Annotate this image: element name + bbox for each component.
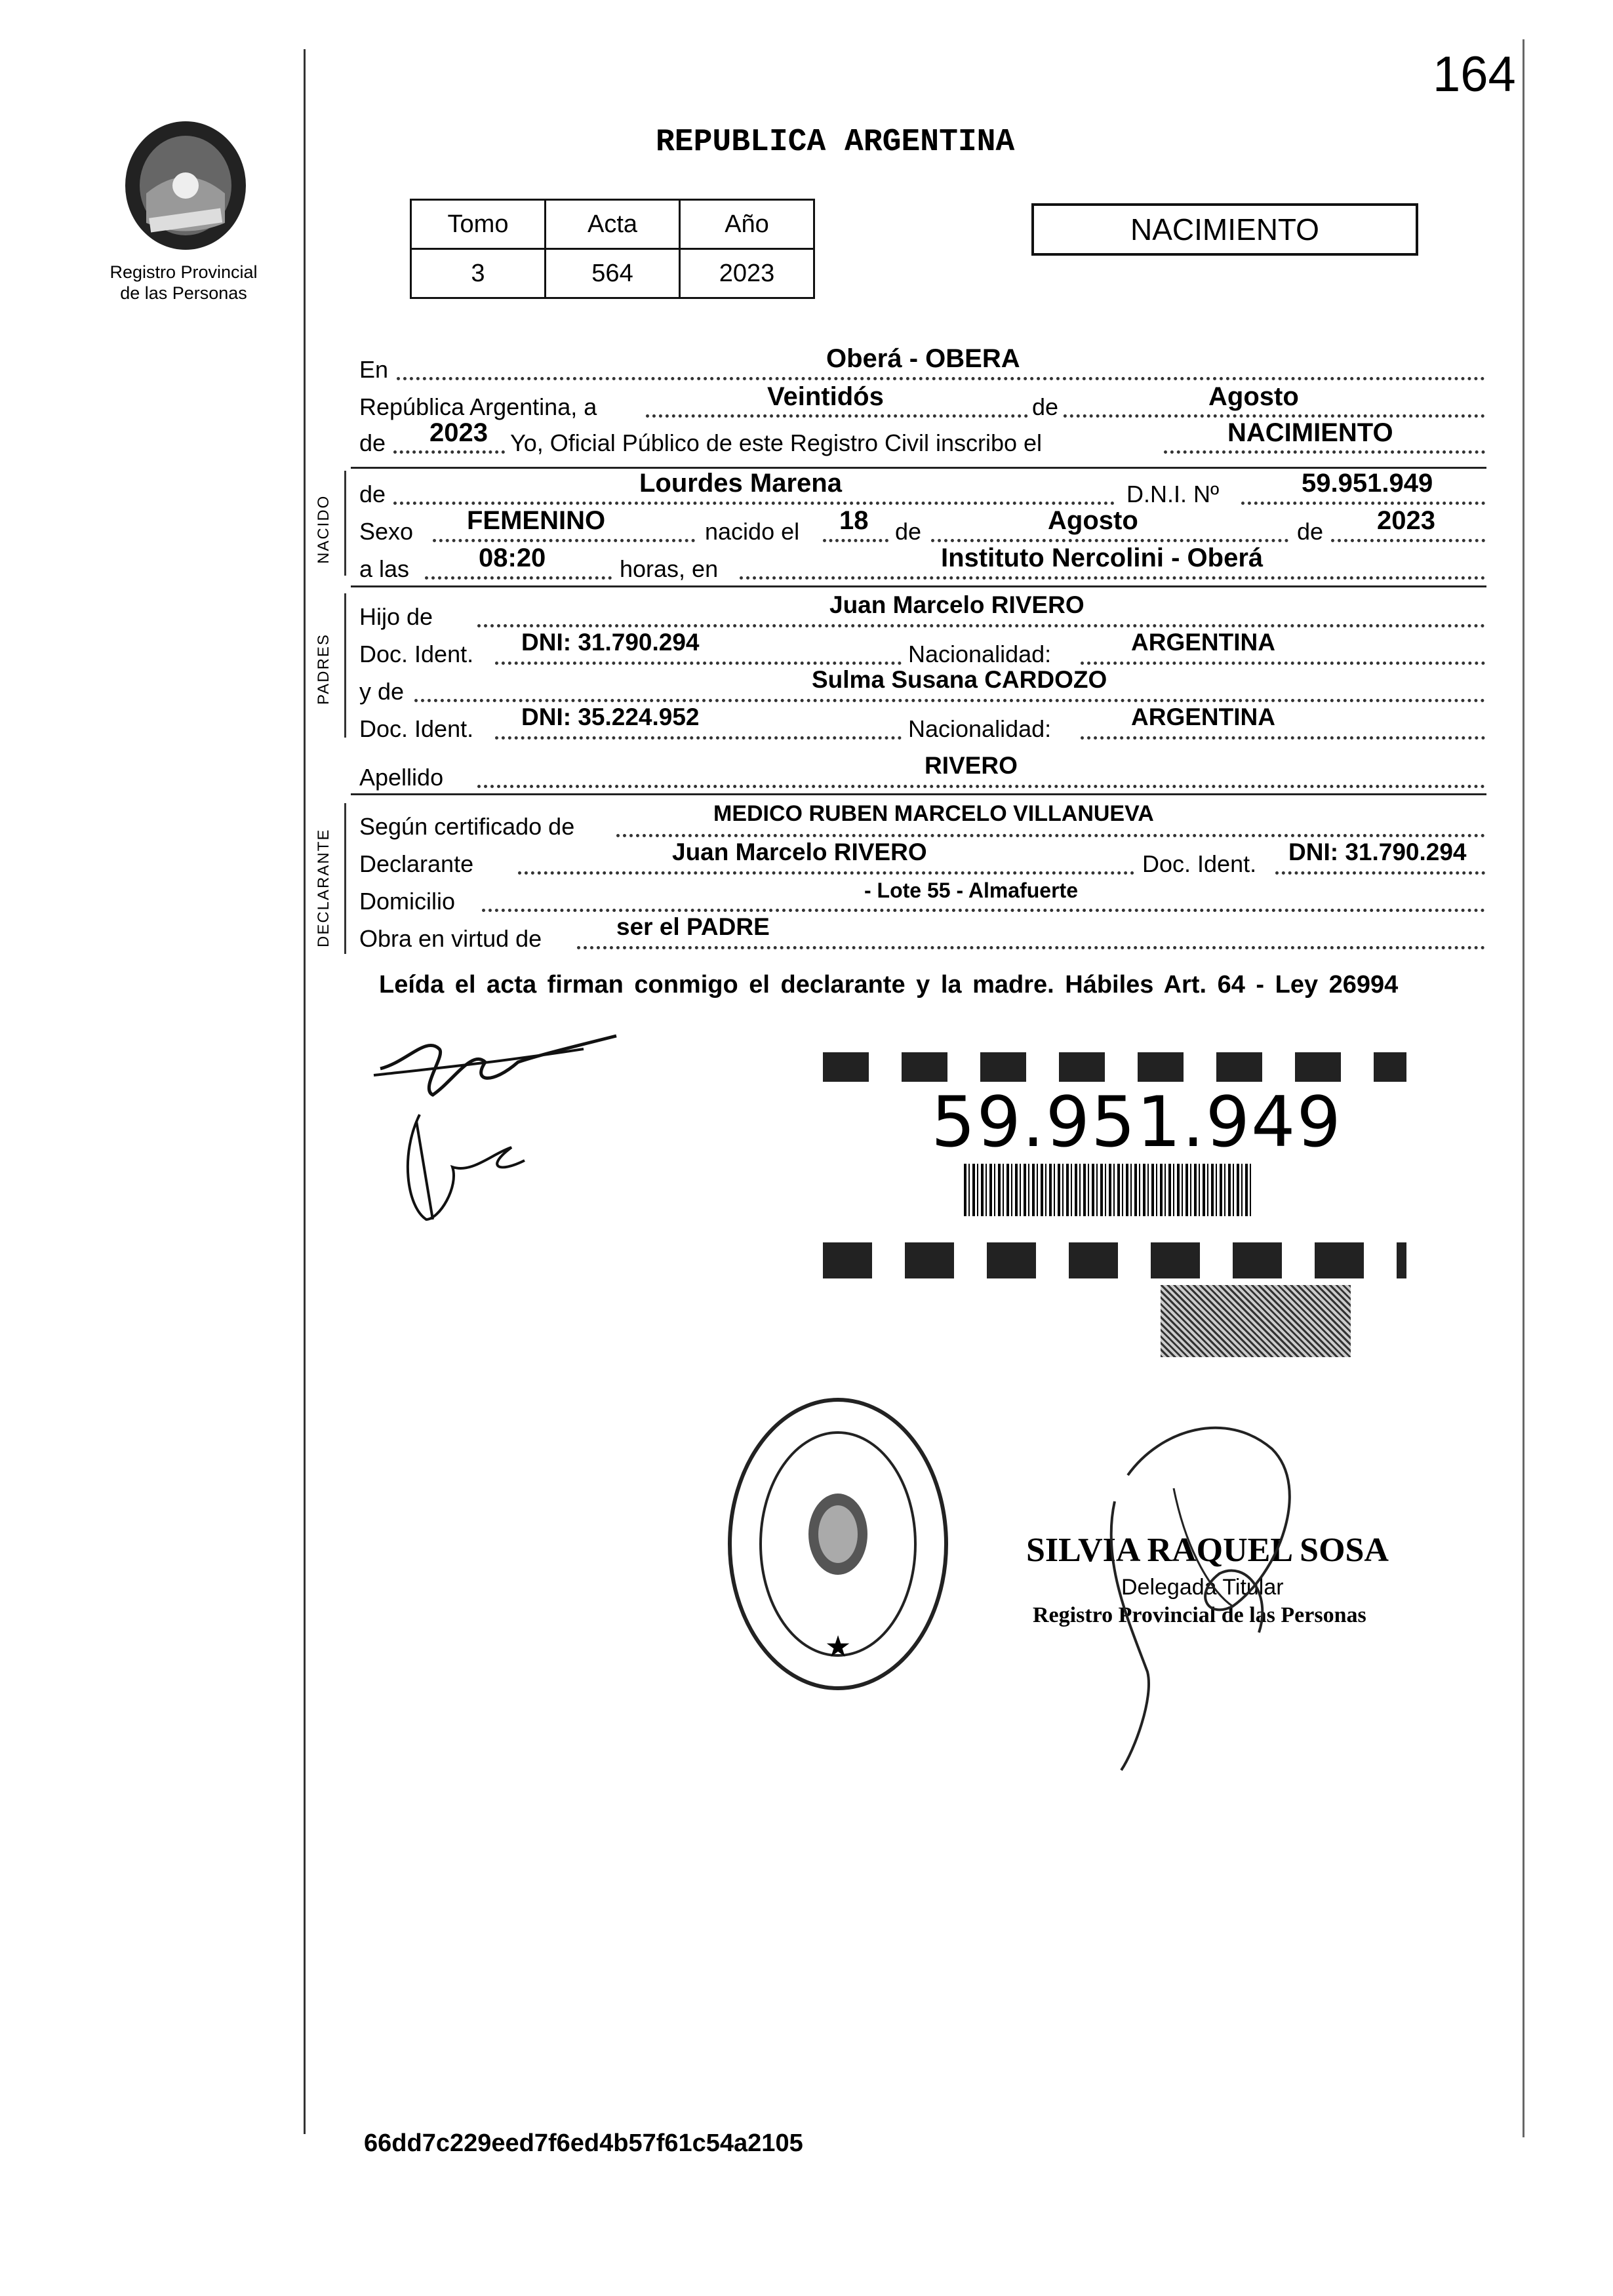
mother-name: Sulma Susana CARDOZO: [812, 666, 1107, 693]
record-table: [410, 199, 815, 299]
stamp-star: ★: [826, 1632, 850, 1661]
horas-label: horas, en: [620, 555, 719, 582]
dots: [414, 699, 1485, 702]
sexo-value: FEMENINO: [467, 506, 606, 535]
dots: [931, 539, 1288, 542]
dots: [433, 539, 695, 542]
father-doc: DNI: 31.790.294: [521, 629, 700, 656]
declarante-section-label: DECLARANTE: [315, 828, 332, 947]
dots: [1241, 502, 1485, 505]
security-pattern-bottom: [823, 1242, 1406, 1278]
de-label: de: [359, 429, 386, 456]
domicilio-value: - Lote 55 - Almafuerte: [864, 879, 1078, 902]
month-value: Agosto: [1208, 382, 1299, 411]
domicilio-label: Domicilio: [359, 888, 456, 915]
yde-label: y de: [359, 678, 405, 705]
act-value: NACIMIENTO: [1227, 418, 1393, 447]
apellido-value: RIVERO: [925, 752, 1018, 779]
yo-text: Yo, Oficial Público de este Registro Civil inscribo el: [510, 429, 1043, 456]
registry-line1: Registro Provincial: [110, 262, 258, 282]
alas-label: a las: [359, 555, 410, 582]
nacido-bar: [344, 471, 346, 576]
birth-place: Instituto Nercolini - Oberá: [941, 544, 1264, 572]
tomo-value: 3: [411, 249, 546, 298]
padres-section-label: PADRES: [315, 633, 332, 705]
declarante-bar: [344, 803, 346, 954]
dots: [477, 624, 1485, 627]
dots: [477, 785, 1485, 788]
dots: [425, 576, 612, 580]
dots: [495, 662, 902, 665]
nacionalidad-label: Nacionalidad:: [908, 641, 1052, 667]
year-value: 2023: [429, 418, 488, 447]
de-label: de: [1297, 518, 1324, 545]
father-name: Juan Marcelo RIVERO: [829, 591, 1085, 618]
day-value: Veintidós: [767, 382, 884, 411]
anio-value: 2023: [680, 249, 814, 298]
left-margin-line: [304, 49, 306, 2134]
acta-header: Acta: [546, 200, 680, 249]
declarante-value: Juan Marcelo RIVERO: [672, 839, 927, 865]
barcode: [964, 1164, 1252, 1216]
declarant-signature: [367, 1023, 629, 1239]
page-number: 164: [1433, 47, 1516, 102]
birth-month: Agosto: [1048, 506, 1138, 535]
dni-label: D.N.I. Nº: [1126, 481, 1220, 507]
barcode-number: 59.951.949: [931, 1082, 1342, 1162]
birth-day: 18: [839, 506, 869, 535]
dots: [823, 539, 888, 542]
record-type: NACIMIENTO: [1130, 212, 1319, 247]
closing-text: Leída el acta firman conmigo el declarante y la madre. Hábiles Art. 64 - Ley 26994: [379, 971, 1399, 999]
hijo-label: Hijo de: [359, 603, 433, 630]
mother-doc: DNI: 35.224.952: [521, 703, 700, 730]
province-seal: [110, 108, 261, 259]
official-role: Delegada Titular: [1121, 1575, 1284, 1600]
obra-value: ser el PADRE: [616, 913, 770, 940]
en-label: En: [359, 356, 389, 383]
dots: [393, 450, 505, 454]
official-signature: [1062, 1410, 1390, 1777]
en-value: Oberá - OBERA: [826, 344, 1020, 373]
child-dni: 59.951.949: [1302, 469, 1433, 498]
dots: [482, 909, 1485, 912]
mother-nationality: ARGENTINA: [1131, 703, 1275, 730]
tomo-header: Tomo: [411, 200, 546, 249]
father-nationality: ARGENTINA: [1131, 629, 1275, 656]
de-label: de: [1029, 393, 1061, 421]
dots: [1081, 662, 1485, 665]
declarante-label: Declarante: [359, 850, 474, 877]
declarante-doc: DNI: 31.790.294: [1288, 839, 1467, 865]
nacionalidad-label: Nacionalidad:: [908, 715, 1052, 742]
dots: [1331, 539, 1485, 542]
dots: [1164, 450, 1485, 454]
dots: [518, 871, 1134, 875]
acta-value: 564: [546, 249, 680, 298]
anio-header: Año: [680, 200, 814, 249]
dots: [577, 946, 1485, 949]
dots: [393, 502, 1115, 505]
page-title: REPUBLICA ARGENTINA: [656, 125, 1015, 160]
republica-label: República Argentina, a: [359, 393, 597, 420]
birth-year: 2023: [1377, 506, 1435, 535]
doc-label: Doc. Ident.: [359, 715, 474, 742]
dots: [646, 414, 1485, 418]
delegation-stamp: [720, 1390, 956, 1698]
de-label: de: [895, 518, 922, 545]
nacido-section-label: NACIDO: [315, 494, 332, 564]
cert-value: MEDICO RUBEN MARCELO VILLANUEVA: [713, 801, 1154, 826]
dots: [616, 834, 1485, 837]
dots: [1081, 736, 1485, 740]
dots: [1275, 871, 1485, 875]
record-type-box: [1031, 203, 1418, 256]
security-hologram: [1161, 1285, 1351, 1357]
nacido-el-label: nacido el: [705, 518, 800, 545]
divider: [351, 793, 1486, 795]
birth-time: 08:20: [479, 544, 546, 572]
registry-line2: de las Personas: [120, 283, 247, 303]
obra-label: Obra en virtud de: [359, 925, 542, 952]
doc-label: Doc. Ident.: [359, 641, 474, 667]
official-org: Registro Provincial de las Personas: [1033, 1603, 1366, 1627]
doc-label: Doc. Ident.: [1142, 850, 1257, 877]
official-name: SILVIA RAQUEL SOSA: [1026, 1532, 1389, 1569]
divider: [351, 585, 1486, 587]
padres-bar: [344, 593, 346, 738]
apellido-label: Apellido: [359, 764, 444, 791]
cert-label: Según certificado de: [359, 813, 575, 840]
dots: [495, 736, 902, 740]
security-pattern-top: [823, 1052, 1406, 1082]
nacido-de-label: de: [359, 481, 386, 507]
right-margin-line: [1523, 39, 1524, 2137]
child-name: Lourdes Marena: [639, 469, 842, 498]
document-hash: 66dd7c229eed7f6ed4b57f61c54a2105: [364, 2129, 803, 2157]
dots: [740, 576, 1485, 580]
dots: [397, 377, 1485, 380]
sexo-label: Sexo: [359, 518, 414, 545]
